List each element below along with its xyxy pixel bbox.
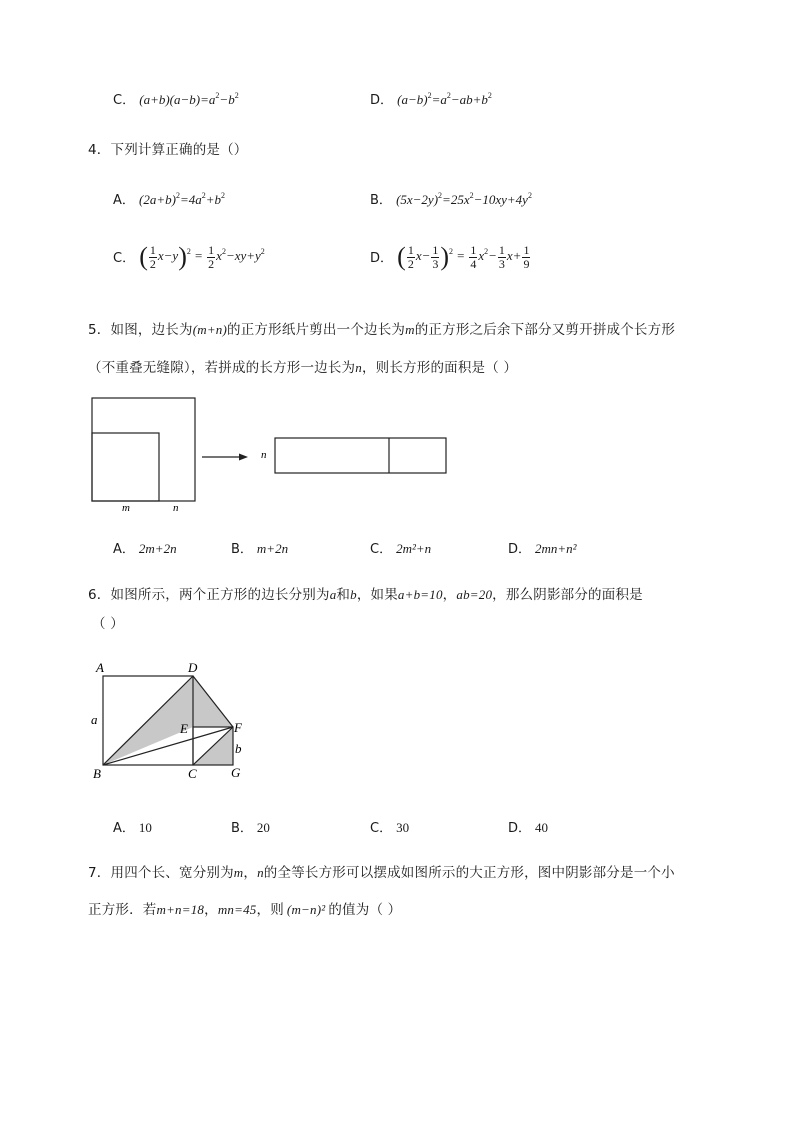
- q6-figure: [85, 655, 260, 790]
- q5-inner-square: [92, 433, 159, 501]
- q6-option-c[interactable]: C． 30: [370, 820, 410, 836]
- q5-option-d[interactable]: D． 2mn+n²: [508, 541, 577, 557]
- q4-option-d-expr: ( $\frac{1}{2}$ x− $\frac{1}{3}$ )$^2$ = $\frac{1}{4}$ $x^2-$ $\frac{1}{3}$ x+ $\frac{1}{9}$: [397, 242, 530, 272]
- q6-label-b-side: b: [235, 741, 242, 756]
- q3-option-c-expr: $(a+b)(a-b)=a^2-b^2$: [139, 91, 239, 107]
- q4-option-d-label: D．: [370, 251, 394, 267]
- q5-stem-line2: （不重叠无缝隙），若拼成的长方形一边长为n，则长方形的面积是（ ）: [88, 360, 518, 376]
- q4-option-a[interactable]: [113, 189, 225, 208]
- q6-option-d[interactable]: D． 40: [508, 820, 549, 836]
- q6-option-a[interactable]: A． 10: [113, 820, 152, 836]
- q6-label-c-point: C: [188, 766, 197, 781]
- q3-option-d[interactable]: [370, 89, 492, 108]
- q5-rectangle: [275, 438, 446, 473]
- q6-label-b-point: B: [93, 766, 101, 781]
- q3-option-c-label: C．: [113, 93, 136, 108]
- q6-stem-line1: 6．如图所示，两个正方形的边长分别为a和b，如果a+b=10，ab=20，那么阴影部分的面积是: [88, 587, 643, 603]
- q5-arrow-head: [239, 454, 248, 461]
- q5-figure: [88, 395, 458, 520]
- q6-label-f-point: F: [234, 720, 242, 735]
- q4-option-a-expr: $(2a+b)^2=4a^2+b^2$: [139, 191, 226, 207]
- q7-stem-line2: 正方形．若m+n=18，mn=45，则 (m−n)² 的值为（ ）: [88, 902, 402, 918]
- q5-big-square: [92, 398, 195, 501]
- q5-stem-line1: 5．如图，边长为(m+n)的正方形纸片剪出一个边长为m的正方形之后余下部分又剪开拼成个长方形: [88, 322, 676, 338]
- q3-option-d-expr: $(a-b)^2=a^2-ab+b^2$: [397, 91, 492, 107]
- q6-label-d-point: D: [188, 660, 198, 675]
- q4-option-c-expr: ( $\frac{1}{2}$ x−y)$^2$ = $\frac{1}{2}$ $x^2-xy+y^2$: [139, 242, 265, 272]
- q4-option-d[interactable]: [370, 244, 531, 270]
- q3-option-d-label: D．: [370, 93, 394, 108]
- q4-option-b[interactable]: [370, 189, 532, 208]
- q7-stem-line1: 7．用四个长、宽分别为m，n的全等长方形可以摆成如图所示的大正方形，图中阴影部分是一个小: [88, 865, 675, 881]
- q4-stem: 4．下列计算正确的是（）: [88, 142, 248, 158]
- q4-option-b-label: B．: [370, 193, 392, 208]
- q6-label-a-side: a: [91, 712, 98, 727]
- q6-label-g-point: G: [231, 765, 241, 780]
- q6-stem-line2: （ ）: [92, 616, 124, 632]
- q5-label-n: n: [173, 502, 179, 514]
- q5-option-c[interactable]: C． 2m²+n: [370, 541, 432, 557]
- q6-label-e-point: E: [180, 721, 188, 736]
- q6-option-b[interactable]: B． 20: [231, 820, 270, 836]
- q5-label-n-side: n: [261, 449, 267, 461]
- q5-option-a[interactable]: A． 2m+2n: [113, 541, 177, 557]
- q4-option-b-expr: $(5x-2y)^2=25x^2-10xy+4y^2$: [396, 191, 532, 207]
- q3-option-c[interactable]: [113, 89, 239, 108]
- q5-label-m: m: [122, 502, 130, 514]
- q6-label-a-point: A: [96, 660, 104, 675]
- q4-option-c-label: C．: [113, 251, 136, 267]
- q4-option-c[interactable]: [113, 244, 265, 270]
- q5-option-b[interactable]: B． m+2n: [231, 541, 289, 557]
- q4-option-a-label: A．: [113, 193, 135, 208]
